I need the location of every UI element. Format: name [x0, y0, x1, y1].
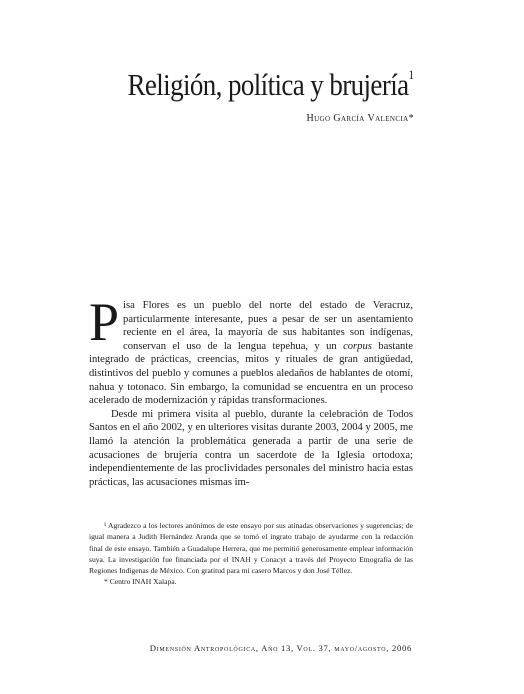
author-name: Hugo García Valencia*	[306, 113, 414, 124]
article-title	[60, 68, 414, 103]
page-footer: Dimensión Antropológica, Año 13, Vol. 37, mayo/agosto, 2006	[149, 643, 412, 653]
footnotes	[89, 520, 413, 588]
article-body	[89, 292, 413, 489]
paragraph-1-italic: corpus	[343, 340, 372, 352]
drop-cap: P	[89, 292, 120, 352]
footnote-2: * Centro INAH Xalapa.	[104, 577, 177, 587]
title-footnote-mark: 1	[408, 69, 414, 83]
paragraph-1-text: isa Flores es un pueblo del norte del estado de Veracruz, particularmente interesante, pues a pesar de ser un asentamiento reciente en el área, la mayoría de sus habitantes son indígenas, conservan el uso de la lengua tepehua, y un	[123, 300, 413, 352]
body-paragraph-2: Desde mi primera visita al pueblo, durante la celebración de Todos Santos en el año 2002, y en ulteriores visitas durante 2003, 2004 y 2005, me llamó la atención la problemática generada a partir de una serie de acusaciones de brujería contra un sacerdote de la Iglesia ortodoxa; independientemente de las proclividades personales del ministro hacia estas prácticas, las acusaciones mismas im-	[89, 408, 413, 488]
body-paragraph-1	[89, 292, 413, 408]
article-title-text: Religión, política y brujería	[127, 68, 409, 102]
footnote-1: ¹ Agradezco a los lectores anónimos de este ensayo por sus atinadas observaciones y sugerencias; de igual manera a Judith Hernández Aranda que se tomó el ingrato trabajo de ayudarme con la redacción final de este ensayo. También a Guadalupe Herrera, que me permitió generosamente emplear información suya. La investigación fue financiada por el INAH y Conacyt a través del Proyecto Etnografía de las Regiones Indígenas de México. Con gratitud para mi casero Marcos y don José Téllez.	[89, 521, 413, 576]
paragraph-1-end: bastante integrado de prácticas, creencias, mitos y rituales de gran antigüedad, distintivos del pueblo y comunes a pueblos aledaños de hablantes de otomí, nahua y totonaco. Sin embargo, la comunidad se encuentra en un proceso acelerado de modernización y rápidas transformaciones.	[89, 340, 413, 407]
